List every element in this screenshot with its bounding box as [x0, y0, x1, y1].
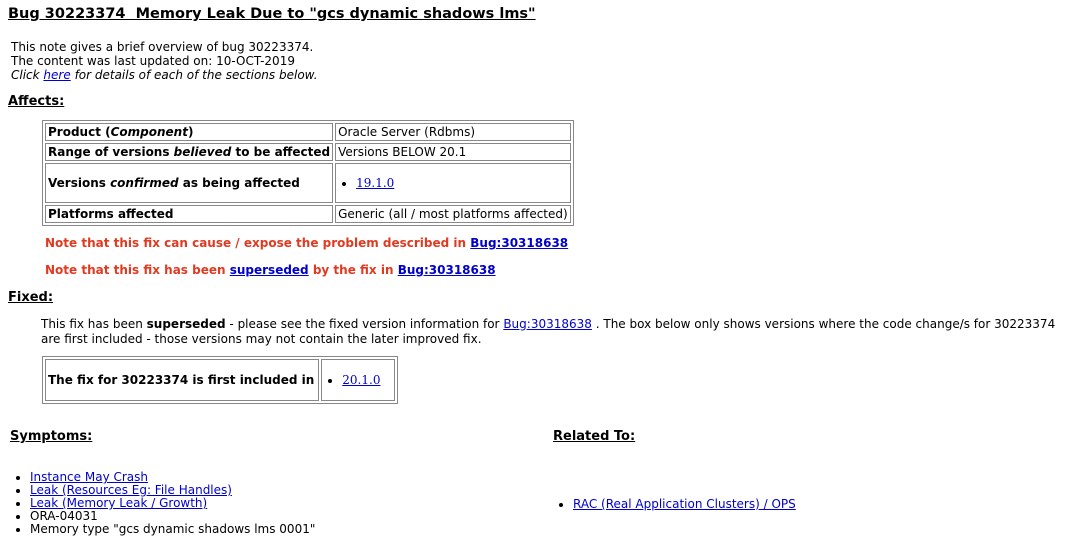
affects-table: [42, 120, 574, 226]
confirmed-label: Versions confirmed as being affected: [45, 163, 333, 203]
bug-30318638-link-1[interactable]: Bug:30318638: [470, 236, 569, 250]
page-title: Bug 30223374 Memory Leak Due to "gcs dynamic shadows lms": [8, 6, 536, 22]
list-item: [30, 523, 315, 536]
bug-30318638-link-2[interactable]: Bug:30318638: [397, 263, 496, 277]
platforms-label: Platforms affected: [45, 205, 333, 223]
symptoms-heading: Symptoms:: [10, 429, 93, 444]
list-item: [356, 176, 568, 190]
range-value: Versions BELOW 20.1: [335, 143, 571, 161]
symptom-link[interactable]: Leak (Resources Eg: File Handles): [30, 483, 232, 497]
confirmed-value: [335, 163, 571, 203]
symptom-text: Memory type "gcs dynamic shadows lms 0001": [30, 522, 316, 536]
table-row: [45, 163, 571, 203]
superseded-link[interactable]: superseded: [229, 263, 309, 277]
version-20-1-0-link[interactable]: 20.1.0: [342, 373, 381, 387]
related-link[interactable]: RAC (Real Application Clusters) / OPS: [573, 497, 796, 511]
symptom-link[interactable]: Instance May Crash: [30, 470, 149, 484]
table-row: [45, 143, 571, 161]
superseded-bold: superseded: [146, 317, 226, 331]
table-row: [45, 205, 571, 223]
product-value: Oracle Server (Rdbms): [335, 123, 571, 141]
product-label: Product (Component): [45, 123, 333, 141]
version-19-1-0-link[interactable]: 19.1.0: [356, 176, 395, 190]
intro-line-2: The content was last updated on: 10-OCT-2019: [11, 54, 295, 68]
affects-heading: Affects:: [8, 94, 65, 109]
fix-included-value: [321, 359, 395, 401]
symptom-link[interactable]: Leak (Memory Leak / Growth): [30, 496, 208, 510]
fixed-version-list: [324, 373, 380, 387]
bug-30318638-link-3[interactable]: Bug:30318638: [503, 317, 592, 331]
fix-included-label: The fix for 30223374 is first included in: [45, 359, 319, 401]
here-link[interactable]: here: [43, 68, 71, 82]
table-row: [45, 123, 571, 141]
range-label: Range of versions believed to be affected: [45, 143, 333, 161]
intro-click-text: Click: [11, 68, 40, 82]
note-cause-expose: Note that this fix can cause / expose the problem described in Bug:30318638: [45, 236, 569, 250]
symptoms-list: [10, 471, 315, 536]
fixed-version-table: [42, 356, 398, 404]
symptom-text: ORA-04031: [30, 509, 98, 523]
intro-line-3: [11, 68, 318, 82]
related-list: [553, 498, 796, 511]
intro-line-1: This note gives a brief overview of bug 30223374.: [11, 40, 314, 54]
note-superseded: Note that this fix has been superseded by the fix in Bug:30318638: [45, 263, 496, 277]
fixed-heading: Fixed:: [8, 290, 54, 305]
list-item: [573, 498, 796, 511]
intro-rest-text: for details of each of the sections below.: [74, 68, 318, 82]
list-item: [342, 373, 380, 387]
related-heading: Related To:: [553, 429, 636, 444]
intro-block: [11, 40, 318, 82]
platforms-value: Generic (all / most platforms affected): [335, 205, 571, 223]
table-row: [45, 359, 395, 401]
confirmed-version-list: [338, 176, 568, 190]
fixed-paragraph: This fix has been superseded - please see the fixed version information for Bug:30318638 . The box below only shows versions where the code change/s for 30223374 are first included - those versions may not contain the later improved fix.: [41, 317, 1056, 346]
